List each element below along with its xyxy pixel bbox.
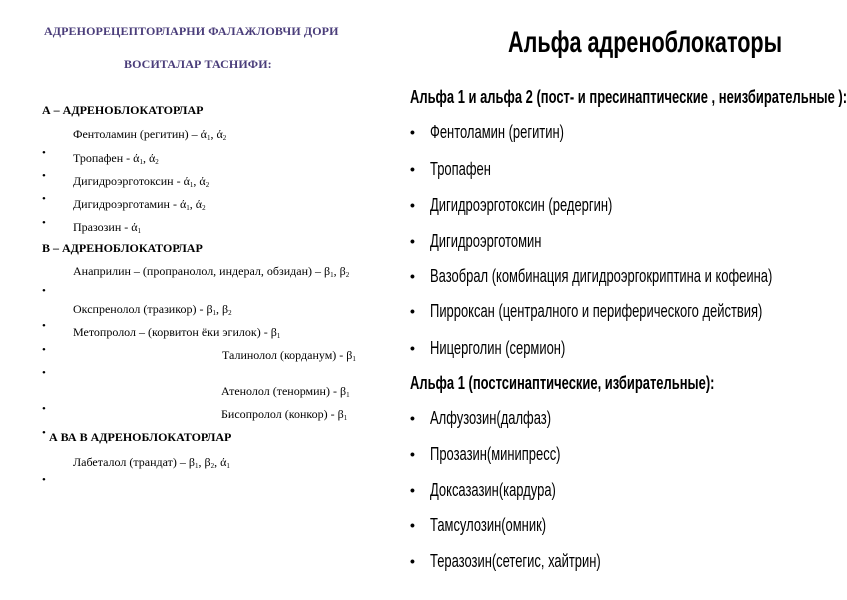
group2-heading: Альфа 1 (постсинаптические, избирательные): [410,373,715,393]
bullet-icon: • [42,403,46,415]
left-title-line2: ВОСИТАЛАР ТАСНИФИ: [124,57,272,71]
bullet-icon: • [410,446,415,462]
group1-item: Фентоламин (регитин) [430,122,564,142]
group2-item: Тамсулозин(омник) [430,515,547,535]
bullet-icon: • [410,197,415,213]
group1-item: Ницерголин (сермион) [430,338,566,358]
bullet-icon: • [42,367,46,379]
group1-item: Пирроксан (централного и периферического действия) [430,301,763,321]
bullet-icon: • [42,147,46,159]
b-item-5: Атенолол (тенормин) - $\beta_1$ [221,384,350,399]
bullet-icon: • [42,285,46,297]
bullet-icon: • [410,124,415,140]
bullet-icon: • [42,170,46,182]
bullet-icon: • [42,193,46,205]
bullet-icon: • [410,268,415,284]
section-b-heading: В – АДРЕНОБЛОКАТОРЛАР [42,241,203,255]
ab-item-1: Лабеталол (трандат) – $\beta_1$, $\beta_2$, $ά_1$ [73,455,230,470]
section-a-heading: А – АДРЕНОБЛОКАТОРЛАР [42,103,204,117]
group1-item: Дигидроэрготомин [430,231,542,251]
group1-heading: Альфа 1 и альфа 2 (пост- и пресинаптические , неизбирательные ): [410,87,847,107]
b-item-6: Бисопролол (конкор) - $\beta_1$ [221,407,348,422]
group2-item: Теразозин(сетегис, хайтрин) [430,551,601,571]
bullet-icon: • [42,344,46,356]
a-item-2: Тропафен - $ά_1$, $ά_2$ [73,151,159,166]
group1-item: Вазобрал (комбинация дигидроэргокриптина и кофеина) [430,266,773,286]
section-ab-heading: А ВА В АДРЕНОБЛОКАТОРЛАР [49,430,232,444]
bullet-icon: • [410,553,415,569]
bullet-icon: • [42,217,46,229]
bullet-icon: • [410,233,415,249]
left-title-line1: АДРЕНОРЕЦЕПТОРЛАРНИ ФАЛАЖЛОВЧИ ДОРИ [44,24,339,38]
bullet-icon: • [410,517,415,533]
bullet-icon: • [410,340,415,356]
a-item-5: Празозин - $ά_1$ [73,220,142,235]
group2-item: Доксазазин(кардура) [430,480,556,500]
group2-item: Алфузозин(далфаз) [430,408,552,428]
group2-item: Прозазин(минипресс) [430,444,561,464]
b-item-2: Окспренолол (тразикор) - $\beta_1$, $\beta_2$ [73,302,232,317]
bullet-icon: • [410,303,415,319]
bullet-icon: • [42,427,46,439]
bullet-icon: • [410,482,415,498]
bullet-icon: • [410,410,415,426]
a-item-3: Дигидроэрготоксин - $ά_1$, $ά_2$ [73,174,210,189]
bullet-icon: • [42,320,46,332]
group1-item: Тропафен [430,159,491,179]
bullet-icon: • [42,474,46,486]
a-item-1: Фентоламин (регитин) – $ά_1$, $ά_2$ [73,127,227,142]
b-item-3: Метопролол – (корвитон ёки эгилок) - $\beta_1$ [73,325,281,340]
a-item-4: Дигидроэрготамин - $ά_1$, $ά_2$ [73,197,206,212]
right-title: Альфа адреноблокаторы [508,26,783,59]
b-item-4: Талинолол (корданум) - $\beta_1$ [222,348,356,363]
b-item-1: Анаприлин – (пропранолол, индерал, обзидан) – $\beta_1$, $\beta_2$ [73,264,350,279]
group1-item: Дигидроэрготоксин (редергин) [430,195,613,215]
bullet-icon: • [410,161,415,177]
